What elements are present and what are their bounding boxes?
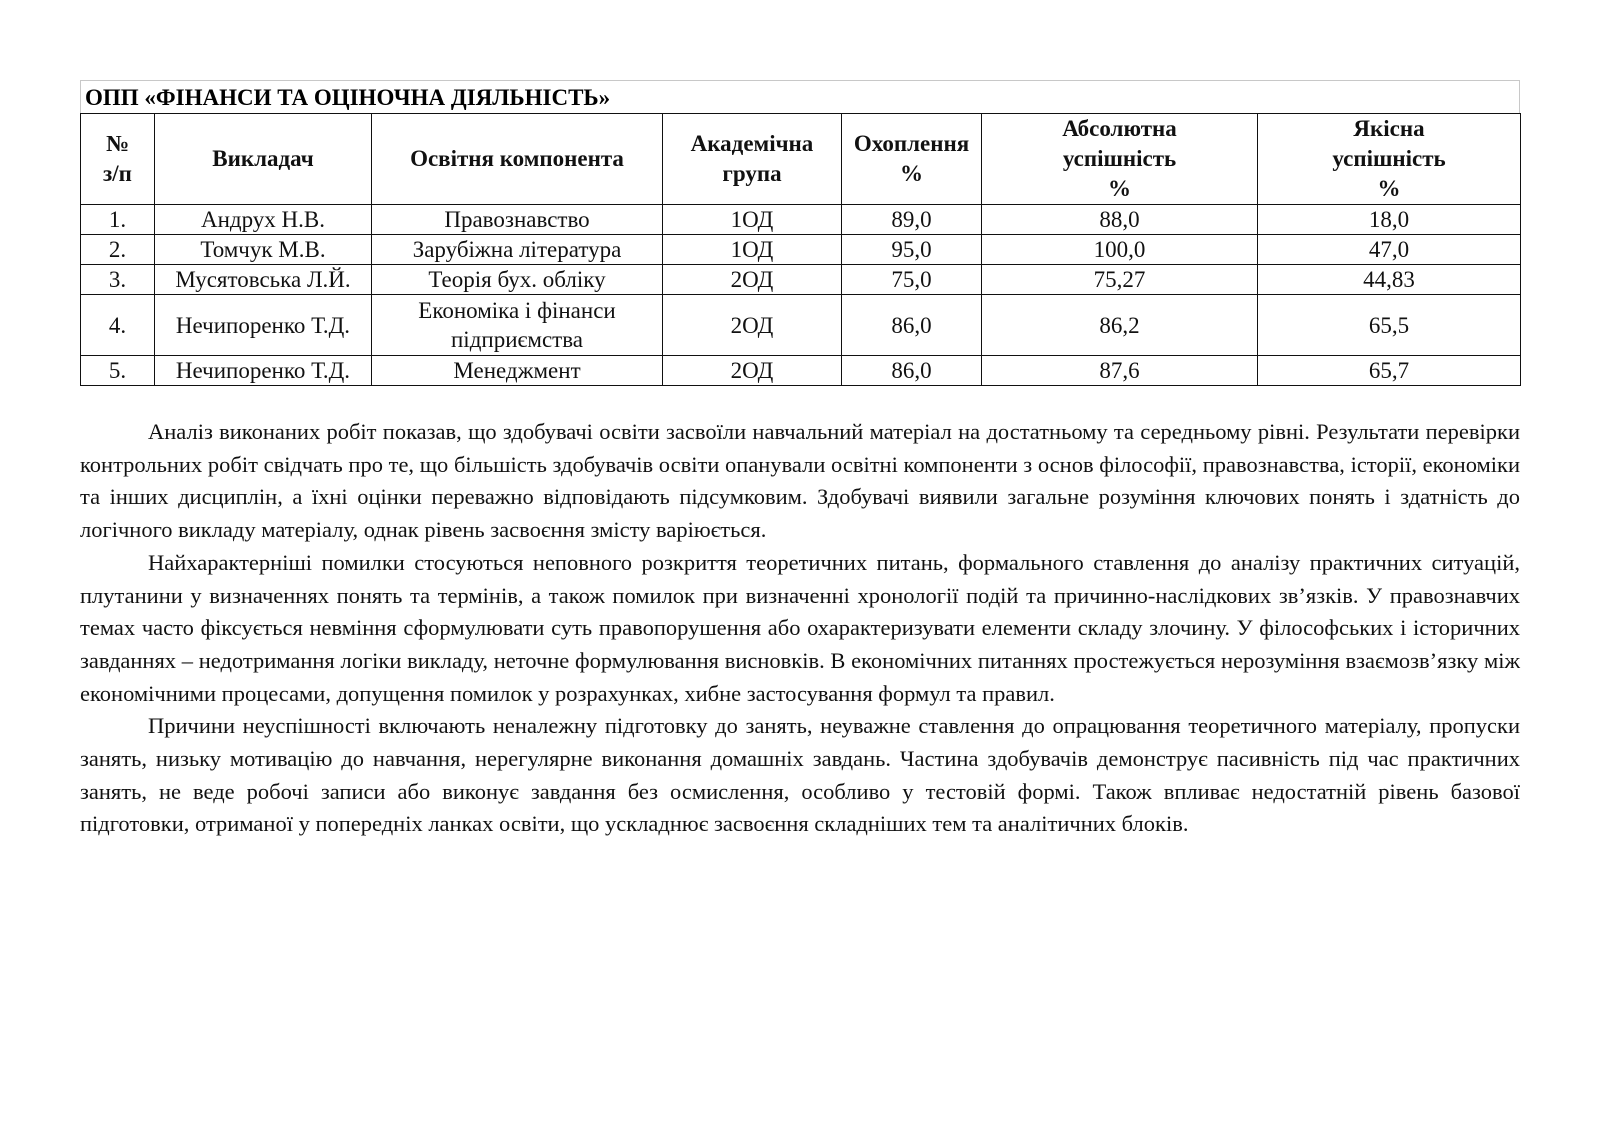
table-row xyxy=(81,356,1521,386)
cell-absolute: 87,6 xyxy=(982,356,1258,386)
paragraph-analysis: Аналіз виконаних робіт показав, що здобувачі освіти засвоїли навчальний матеріал на достатньому та середньому рівні. Результати перевірки контрольних робіт свідчать про те, що більшість здобувачів освіти опанували освітні компоненти з основ філософії, правознавства, історії, економіки та інших дисциплін, а їхні оцінки переважно відповідають підсумковим. Здобувачі виявили загальне розуміння ключових понять і здатність до логічного викладу матеріалу, однак рівень засвоєння змісту варіюється. xyxy=(80,419,1520,543)
header-absolute-success: Абсолютна успішність % xyxy=(982,114,1258,205)
analysis-text xyxy=(80,416,1520,841)
cell-teacher: Мусятовська Л.Й. xyxy=(155,265,372,295)
cell-group: 2ОД xyxy=(663,265,842,295)
cell-absolute: 88,0 xyxy=(982,205,1258,235)
cell-absolute: 75,27 xyxy=(982,265,1258,295)
table-row xyxy=(81,295,1521,356)
document-page xyxy=(80,80,1520,841)
cell-absolute: 100,0 xyxy=(982,235,1258,265)
table-row xyxy=(81,265,1521,295)
cell-component: Менеджмент xyxy=(372,356,663,386)
cell-component: Економіка і фінанси підприємства xyxy=(372,295,663,356)
cell-teacher: Нечипоренко Т.Д. xyxy=(155,356,372,386)
cell-num: 1. xyxy=(81,205,155,235)
cell-teacher: Нечипоренко Т.Д. xyxy=(155,295,372,356)
header-group: Академічна група xyxy=(663,114,842,205)
cell-group: 1ОД xyxy=(663,205,842,235)
cell-num: 5. xyxy=(81,356,155,386)
paragraph-failure-reasons: Причини неуспішності включають неналежну підготовку до занять, неуважне ставлення до опрацювання теоретичного матеріалу, пропуски занять, низьку мотивацію до навчання, нерегулярне виконання домашніх завдань. Частина здобувачів демонструє пасивність під час практичних занять, не веде робочі записи або виконує завдання без осмислення, особливо у тестовій формі. Також впливає недостатній рівень базової підготовки, отриманої у попередніх ланках освіти, що ускладнює засвоєння складніших тем та аналітичних блоків. xyxy=(80,713,1520,837)
header-coverage: Охоплення % xyxy=(842,114,982,205)
header-num: № з/п xyxy=(81,114,155,205)
results-table xyxy=(80,113,1521,386)
cell-quality: 65,5 xyxy=(1258,295,1521,356)
table-row xyxy=(81,205,1521,235)
table-header-row xyxy=(81,114,1521,205)
table-row xyxy=(81,235,1521,265)
cell-teacher: Томчук М.В. xyxy=(155,235,372,265)
cell-group: 2ОД xyxy=(663,356,842,386)
cell-quality: 65,7 xyxy=(1258,356,1521,386)
header-component: Освітня компонента xyxy=(372,114,663,205)
cell-coverage: 75,0 xyxy=(842,265,982,295)
cell-coverage: 89,0 xyxy=(842,205,982,235)
cell-coverage: 86,0 xyxy=(842,295,982,356)
cell-quality: 44,83 xyxy=(1258,265,1521,295)
paragraph-typical-errors: Найхарактерніші помилки стосуються неповного розкриття теоретичних питань, формального ставлення до аналізу практичних ситуацій, плутанини у визначеннях понять та термінів, а також помилок при визначенні хронології подій та причинно-наслідкових зв’язків. У правознавчих темах часто фіксується невміння сформулювати суть правопорушення або охарактеризувати елементи складу злочину. У філософських і історичних завданнях – недотримання логіки викладу, неточне формулювання висновків. В економічних питаннях простежується нерозуміння взаємозв’язку між економічними процесами, допущення помилок у розрахунках, хибне застосування формул та правил. xyxy=(80,549,1520,706)
cell-absolute: 86,2 xyxy=(982,295,1258,356)
table-title: ОПП «ФІНАНСИ ТА ОЦІНОЧНА ДІЯЛЬНІСТЬ» xyxy=(80,80,1520,113)
cell-group: 1ОД xyxy=(663,235,842,265)
cell-group: 2ОД xyxy=(663,295,842,356)
header-quality-success: Якісна успішність % xyxy=(1258,114,1521,205)
cell-num: 2. xyxy=(81,235,155,265)
cell-quality: 18,0 xyxy=(1258,205,1521,235)
cell-quality: 47,0 xyxy=(1258,235,1521,265)
cell-num: 4. xyxy=(81,295,155,356)
cell-coverage: 86,0 xyxy=(842,356,982,386)
cell-component: Правознавство xyxy=(372,205,663,235)
cell-teacher: Андрух Н.В. xyxy=(155,205,372,235)
cell-component: Зарубіжна література xyxy=(372,235,663,265)
cell-component: Теорія бух. обліку xyxy=(372,265,663,295)
cell-coverage: 95,0 xyxy=(842,235,982,265)
cell-num: 3. xyxy=(81,265,155,295)
header-teacher: Викладач xyxy=(155,114,372,205)
